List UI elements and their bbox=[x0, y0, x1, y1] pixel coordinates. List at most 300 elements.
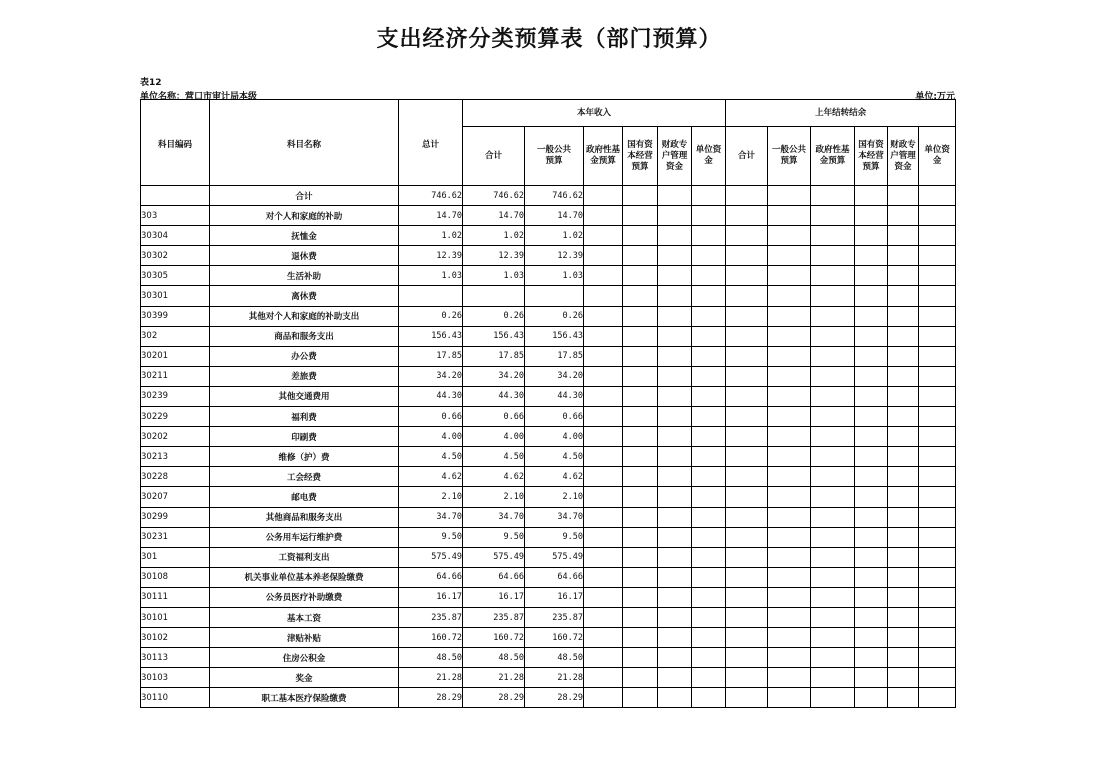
empty-cell bbox=[658, 366, 692, 386]
empty-cell bbox=[692, 648, 726, 668]
header-name: 科目名称 bbox=[210, 100, 399, 186]
empty-cell bbox=[855, 226, 888, 246]
empty-cell bbox=[658, 567, 692, 587]
empty-cell bbox=[658, 607, 692, 627]
subheader-current: 政府性基 金预算 bbox=[584, 127, 623, 186]
empty-cell bbox=[726, 447, 768, 467]
empty-cell bbox=[584, 427, 623, 447]
empty-cell bbox=[811, 607, 855, 627]
empty-cell bbox=[692, 587, 726, 607]
empty-cell bbox=[623, 587, 658, 607]
empty-cell bbox=[658, 246, 692, 266]
empty-cell bbox=[623, 366, 658, 386]
row-name: 退休费 bbox=[210, 246, 399, 266]
row-current-sum: 34.70 bbox=[463, 507, 525, 527]
empty-cell bbox=[726, 668, 768, 688]
empty-cell bbox=[855, 186, 888, 206]
empty-cell bbox=[623, 427, 658, 447]
empty-cell bbox=[888, 206, 919, 226]
table-row bbox=[141, 326, 956, 346]
empty-cell bbox=[584, 206, 623, 226]
row-code: 302 bbox=[141, 326, 210, 346]
empty-cell bbox=[855, 507, 888, 527]
table-row bbox=[141, 487, 956, 507]
empty-cell bbox=[692, 507, 726, 527]
row-current-general: 34.70 bbox=[525, 507, 584, 527]
row-name: 机关事业单位基本养老保险缴费 bbox=[210, 567, 399, 587]
empty-cell bbox=[584, 628, 623, 648]
unit-label: 单位:万元 bbox=[915, 92, 955, 102]
empty-cell bbox=[623, 688, 658, 708]
row-current-sum: 2.10 bbox=[463, 487, 525, 507]
empty-cell bbox=[919, 266, 956, 286]
row-code: 30302 bbox=[141, 246, 210, 266]
empty-cell bbox=[584, 688, 623, 708]
row-current-sum: 4.50 bbox=[463, 447, 525, 467]
empty-cell bbox=[584, 467, 623, 487]
empty-cell bbox=[919, 246, 956, 266]
empty-cell bbox=[726, 628, 768, 648]
subheader-carryover: 一般公共 预算 bbox=[768, 127, 811, 186]
empty-cell bbox=[692, 487, 726, 507]
empty-cell bbox=[919, 487, 956, 507]
table-row bbox=[141, 266, 956, 286]
row-current-general: 12.39 bbox=[525, 246, 584, 266]
row-current-general: 235.87 bbox=[525, 607, 584, 627]
empty-cell bbox=[768, 366, 811, 386]
row-total: 9.50 bbox=[399, 527, 463, 547]
row-current-general: 746.62 bbox=[525, 186, 584, 206]
row-current-sum: 156.43 bbox=[463, 326, 525, 346]
row-current-general: 48.50 bbox=[525, 648, 584, 668]
row-code: 30305 bbox=[141, 266, 210, 286]
empty-cell bbox=[855, 386, 888, 406]
empty-cell bbox=[726, 206, 768, 226]
empty-cell bbox=[811, 186, 855, 206]
table-row bbox=[141, 688, 956, 708]
row-total: 746.62 bbox=[399, 186, 463, 206]
empty-cell bbox=[888, 286, 919, 306]
empty-cell bbox=[855, 206, 888, 226]
row-code: 301 bbox=[141, 547, 210, 567]
empty-cell bbox=[692, 346, 726, 366]
row-code: 30211 bbox=[141, 366, 210, 386]
empty-cell bbox=[768, 206, 811, 226]
row-code: 30399 bbox=[141, 306, 210, 326]
row-current-sum: 1.03 bbox=[463, 266, 525, 286]
empty-cell bbox=[768, 527, 811, 547]
row-total: 1.02 bbox=[399, 226, 463, 246]
empty-cell bbox=[811, 266, 855, 286]
empty-cell bbox=[811, 688, 855, 708]
table-row bbox=[141, 668, 956, 688]
empty-cell bbox=[811, 587, 855, 607]
row-current-sum: 12.39 bbox=[463, 246, 525, 266]
row-total: 0.26 bbox=[399, 306, 463, 326]
row-code: 30299 bbox=[141, 507, 210, 527]
empty-cell bbox=[811, 427, 855, 447]
empty-cell bbox=[811, 648, 855, 668]
row-code: 30301 bbox=[141, 286, 210, 306]
empty-cell bbox=[811, 547, 855, 567]
empty-cell bbox=[811, 346, 855, 366]
empty-cell bbox=[658, 206, 692, 226]
empty-cell bbox=[768, 326, 811, 346]
row-current-general: 28.29 bbox=[525, 688, 584, 708]
empty-cell bbox=[692, 607, 726, 627]
empty-cell bbox=[888, 306, 919, 326]
row-current-general: 17.85 bbox=[525, 346, 584, 366]
row-name: 职工基本医疗保险缴费 bbox=[210, 688, 399, 708]
empty-cell bbox=[692, 286, 726, 306]
table-row bbox=[141, 607, 956, 627]
subheader-carryover: 政府性基 金预算 bbox=[811, 127, 855, 186]
empty-cell bbox=[811, 386, 855, 406]
empty-cell bbox=[692, 628, 726, 648]
empty-cell bbox=[692, 306, 726, 326]
empty-cell bbox=[768, 648, 811, 668]
row-total: 2.10 bbox=[399, 487, 463, 507]
table-row bbox=[141, 427, 956, 447]
empty-cell bbox=[658, 587, 692, 607]
subheader-carryover: 合计 bbox=[726, 127, 768, 186]
empty-cell bbox=[658, 507, 692, 527]
empty-cell bbox=[811, 326, 855, 346]
empty-cell bbox=[768, 487, 811, 507]
empty-cell bbox=[855, 527, 888, 547]
empty-cell bbox=[584, 226, 623, 246]
empty-cell bbox=[888, 567, 919, 587]
row-current-general: 9.50 bbox=[525, 527, 584, 547]
empty-cell bbox=[584, 507, 623, 527]
row-code: 30239 bbox=[141, 386, 210, 406]
empty-cell bbox=[811, 226, 855, 246]
empty-cell bbox=[658, 467, 692, 487]
empty-cell bbox=[658, 226, 692, 246]
empty-cell bbox=[768, 628, 811, 648]
empty-cell bbox=[768, 306, 811, 326]
table-row bbox=[141, 648, 956, 668]
empty-cell bbox=[623, 567, 658, 587]
empty-cell bbox=[726, 186, 768, 206]
row-name: 邮电费 bbox=[210, 487, 399, 507]
empty-cell bbox=[919, 507, 956, 527]
row-current-sum: 9.50 bbox=[463, 527, 525, 547]
empty-cell bbox=[888, 467, 919, 487]
empty-cell bbox=[768, 226, 811, 246]
row-current-sum: 4.00 bbox=[463, 427, 525, 447]
subheader-carryover: 单位资 金 bbox=[919, 127, 956, 186]
empty-cell bbox=[919, 668, 956, 688]
empty-cell bbox=[888, 407, 919, 427]
header-total: 总计 bbox=[399, 100, 463, 186]
empty-cell bbox=[919, 467, 956, 487]
empty-cell bbox=[811, 467, 855, 487]
empty-cell bbox=[811, 527, 855, 547]
empty-cell bbox=[919, 427, 956, 447]
subheader-current: 合计 bbox=[463, 127, 525, 186]
empty-cell bbox=[623, 346, 658, 366]
empty-cell bbox=[726, 507, 768, 527]
row-total: 16.17 bbox=[399, 587, 463, 607]
empty-cell bbox=[855, 447, 888, 467]
empty-cell bbox=[888, 226, 919, 246]
empty-cell bbox=[658, 346, 692, 366]
empty-cell bbox=[692, 467, 726, 487]
row-total: 156.43 bbox=[399, 326, 463, 346]
row-code: 30101 bbox=[141, 607, 210, 627]
table-row bbox=[141, 587, 956, 607]
empty-cell bbox=[811, 507, 855, 527]
empty-cell bbox=[768, 567, 811, 587]
row-current-general: 156.43 bbox=[525, 326, 584, 346]
empty-cell bbox=[768, 607, 811, 627]
empty-cell bbox=[623, 467, 658, 487]
empty-cell bbox=[692, 386, 726, 406]
empty-cell bbox=[811, 567, 855, 587]
row-current-general: 64.66 bbox=[525, 567, 584, 587]
empty-cell bbox=[726, 266, 768, 286]
empty-cell bbox=[692, 206, 726, 226]
empty-cell bbox=[692, 527, 726, 547]
table-row bbox=[141, 628, 956, 648]
row-total: 235.87 bbox=[399, 607, 463, 627]
empty-cell bbox=[658, 688, 692, 708]
row-current-general: 1.02 bbox=[525, 226, 584, 246]
table-row bbox=[141, 366, 956, 386]
empty-cell bbox=[919, 186, 956, 206]
empty-cell bbox=[855, 266, 888, 286]
empty-cell bbox=[658, 668, 692, 688]
empty-cell bbox=[623, 407, 658, 427]
empty-cell bbox=[888, 186, 919, 206]
empty-cell bbox=[584, 447, 623, 467]
empty-cell bbox=[726, 286, 768, 306]
empty-cell bbox=[888, 447, 919, 467]
empty-cell bbox=[855, 587, 888, 607]
empty-cell bbox=[584, 286, 623, 306]
empty-cell bbox=[919, 688, 956, 708]
empty-cell bbox=[888, 366, 919, 386]
row-current-general bbox=[525, 286, 584, 306]
empty-cell bbox=[623, 386, 658, 406]
row-name: 维修（护）费 bbox=[210, 447, 399, 467]
row-code: 30102 bbox=[141, 628, 210, 648]
empty-cell bbox=[692, 326, 726, 346]
empty-cell bbox=[919, 628, 956, 648]
empty-cell bbox=[623, 547, 658, 567]
empty-cell bbox=[919, 567, 956, 587]
row-code: 30103 bbox=[141, 668, 210, 688]
empty-cell bbox=[855, 487, 888, 507]
empty-cell bbox=[855, 567, 888, 587]
empty-cell bbox=[692, 226, 726, 246]
row-name: 合计 bbox=[210, 186, 399, 206]
empty-cell bbox=[726, 346, 768, 366]
row-code: 30108 bbox=[141, 567, 210, 587]
row-total: 4.50 bbox=[399, 447, 463, 467]
empty-cell bbox=[855, 628, 888, 648]
row-current-sum: 4.62 bbox=[463, 467, 525, 487]
empty-cell bbox=[768, 507, 811, 527]
empty-cell bbox=[726, 547, 768, 567]
table-row bbox=[141, 206, 956, 226]
row-current-general: 44.30 bbox=[525, 386, 584, 406]
table-row bbox=[141, 286, 956, 306]
empty-cell bbox=[919, 346, 956, 366]
empty-cell bbox=[658, 266, 692, 286]
row-total: 4.00 bbox=[399, 427, 463, 447]
empty-cell bbox=[919, 587, 956, 607]
empty-cell bbox=[855, 366, 888, 386]
empty-cell bbox=[658, 648, 692, 668]
row-name: 生活补助 bbox=[210, 266, 399, 286]
table-row bbox=[141, 507, 956, 527]
empty-cell bbox=[726, 688, 768, 708]
empty-cell bbox=[768, 547, 811, 567]
empty-cell bbox=[726, 366, 768, 386]
empty-cell bbox=[768, 186, 811, 206]
empty-cell bbox=[768, 386, 811, 406]
empty-cell bbox=[811, 366, 855, 386]
empty-cell bbox=[692, 186, 726, 206]
empty-cell bbox=[811, 206, 855, 226]
empty-cell bbox=[888, 507, 919, 527]
empty-cell bbox=[919, 226, 956, 246]
empty-cell bbox=[584, 346, 623, 366]
empty-cell bbox=[855, 427, 888, 447]
subheader-current: 一般公共 预算 bbox=[525, 127, 584, 186]
empty-cell bbox=[726, 246, 768, 266]
empty-cell bbox=[658, 447, 692, 467]
empty-cell bbox=[584, 487, 623, 507]
row-name: 其他交通费用 bbox=[210, 386, 399, 406]
empty-cell bbox=[658, 487, 692, 507]
empty-cell bbox=[855, 286, 888, 306]
row-total: 575.49 bbox=[399, 547, 463, 567]
unit-name: 单位名称：营口市审计局本级 bbox=[140, 92, 258, 102]
empty-cell bbox=[855, 547, 888, 567]
row-current-general: 160.72 bbox=[525, 628, 584, 648]
row-total: 34.20 bbox=[399, 366, 463, 386]
row-name: 基本工资 bbox=[210, 607, 399, 627]
empty-cell bbox=[584, 246, 623, 266]
empty-cell bbox=[584, 306, 623, 326]
empty-cell bbox=[888, 326, 919, 346]
empty-cell bbox=[855, 607, 888, 627]
table-row bbox=[141, 246, 956, 266]
table-row bbox=[141, 346, 956, 366]
empty-cell bbox=[919, 527, 956, 547]
row-current-sum: 28.29 bbox=[463, 688, 525, 708]
row-current-sum: 235.87 bbox=[463, 607, 525, 627]
row-current-general: 14.70 bbox=[525, 206, 584, 226]
row-current-sum bbox=[463, 286, 525, 306]
empty-cell bbox=[623, 487, 658, 507]
empty-cell bbox=[692, 266, 726, 286]
empty-cell bbox=[623, 246, 658, 266]
empty-cell bbox=[919, 366, 956, 386]
row-current-general: 4.62 bbox=[525, 467, 584, 487]
empty-cell bbox=[623, 226, 658, 246]
row-total bbox=[399, 286, 463, 306]
empty-cell bbox=[726, 427, 768, 447]
empty-cell bbox=[658, 186, 692, 206]
row-current-sum: 14.70 bbox=[463, 206, 525, 226]
row-current-sum: 17.85 bbox=[463, 346, 525, 366]
empty-cell bbox=[919, 306, 956, 326]
row-current-general: 34.20 bbox=[525, 366, 584, 386]
empty-cell bbox=[888, 427, 919, 447]
header-current-year: 本年收入 bbox=[463, 100, 726, 127]
row-code: 30207 bbox=[141, 487, 210, 507]
table-row bbox=[141, 527, 956, 547]
row-current-sum: 48.50 bbox=[463, 648, 525, 668]
empty-cell bbox=[623, 648, 658, 668]
empty-cell bbox=[658, 427, 692, 447]
empty-cell bbox=[768, 346, 811, 366]
empty-cell bbox=[888, 246, 919, 266]
empty-cell bbox=[692, 668, 726, 688]
empty-cell bbox=[888, 688, 919, 708]
row-name: 公务员医疗补助缴费 bbox=[210, 587, 399, 607]
row-code: 30228 bbox=[141, 467, 210, 487]
row-current-sum: 1.02 bbox=[463, 226, 525, 246]
empty-cell bbox=[726, 607, 768, 627]
empty-cell bbox=[726, 407, 768, 427]
empty-cell bbox=[855, 688, 888, 708]
empty-cell bbox=[768, 246, 811, 266]
empty-cell bbox=[855, 668, 888, 688]
empty-cell bbox=[768, 447, 811, 467]
empty-cell bbox=[726, 527, 768, 547]
empty-cell bbox=[726, 467, 768, 487]
row-code: 303 bbox=[141, 206, 210, 226]
row-current-general: 2.10 bbox=[525, 487, 584, 507]
empty-cell bbox=[726, 487, 768, 507]
empty-cell bbox=[919, 407, 956, 427]
row-total: 34.70 bbox=[399, 507, 463, 527]
empty-cell bbox=[919, 607, 956, 627]
empty-cell bbox=[658, 326, 692, 346]
row-current-sum: 0.66 bbox=[463, 407, 525, 427]
row-current-general: 575.49 bbox=[525, 547, 584, 567]
row-total: 17.85 bbox=[399, 346, 463, 366]
row-total: 1.03 bbox=[399, 266, 463, 286]
row-code: 30111 bbox=[141, 587, 210, 607]
empty-cell bbox=[623, 186, 658, 206]
empty-cell bbox=[658, 386, 692, 406]
empty-cell bbox=[811, 407, 855, 427]
row-total: 28.29 bbox=[399, 688, 463, 708]
row-name: 其他对个人和家庭的补助支出 bbox=[210, 306, 399, 326]
row-current-sum: 746.62 bbox=[463, 186, 525, 206]
empty-cell bbox=[888, 487, 919, 507]
table-row bbox=[141, 467, 956, 487]
row-name: 奖金 bbox=[210, 668, 399, 688]
row-current-general: 4.50 bbox=[525, 447, 584, 467]
row-name: 津贴补贴 bbox=[210, 628, 399, 648]
empty-cell bbox=[726, 587, 768, 607]
empty-cell bbox=[692, 427, 726, 447]
header-code: 科目编码 bbox=[141, 100, 210, 186]
empty-cell bbox=[888, 527, 919, 547]
empty-cell bbox=[584, 587, 623, 607]
row-name: 办公费 bbox=[210, 346, 399, 366]
row-name: 住房公积金 bbox=[210, 648, 399, 668]
empty-cell bbox=[658, 628, 692, 648]
empty-cell bbox=[692, 407, 726, 427]
